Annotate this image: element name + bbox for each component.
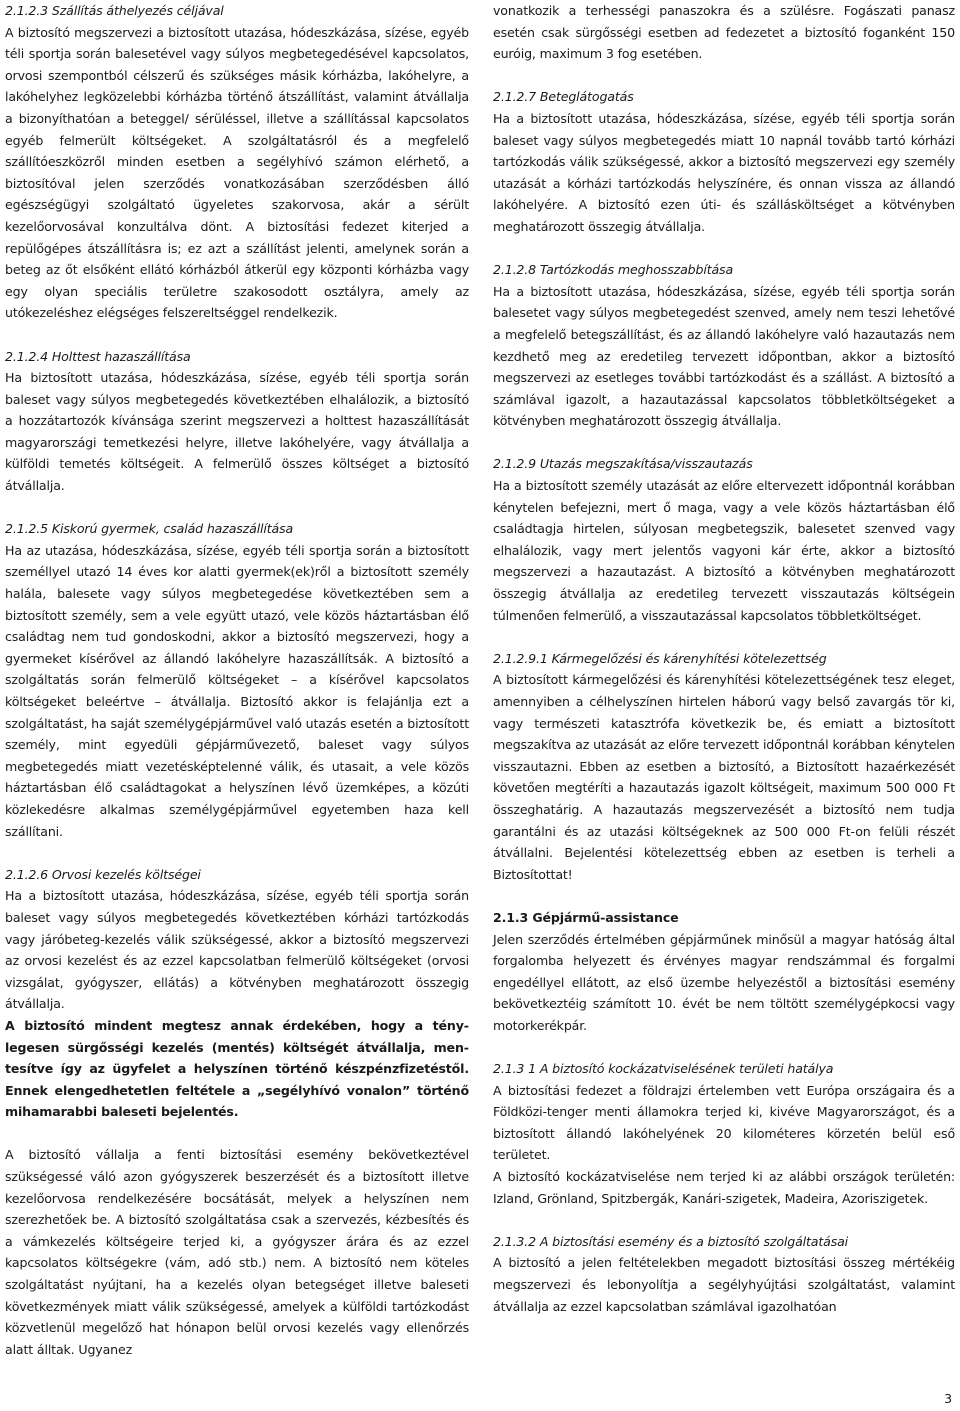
- section-heading-2-1-2-9-1: 2.1.2.9.1 Kármegelőzési és kárenyhítési kötelezettség: [493, 650, 827, 666]
- paragraph-2-1-2-8: Ha a biztosított utazása, hódeszkázása, sízése, egyéb téli sportja során balesetet vagy súlyos megbetegedést szenved, amely nem teszi lehetővé a megfelelő betegszállítást, és az állandó lakóhelyre való hazautazás nem kezdhető meg az eredetileg tervezett időpontban, akkor a biztosító megszervezi az esetleges további tartózkodást és a szállást. A biztosító a számlával igazolt, a hazautazással kapcsolatos többletköltségeket a kötvényben meghatározott összegig átvállalja.: [493, 283, 955, 429]
- right-column: [493, 0, 955, 1317]
- section-heading-2-1-2-6: 2.1.2.6 Orvosi kezelés költségei: [5, 866, 201, 882]
- section-heading-2-1-3-2: 2.1.3.2 A biztosítási esemény és a biztosító szolgáltatásai: [493, 1233, 849, 1249]
- paragraph-2-1-2-7: Ha a biztosított utazása, hódeszkázása, sízése, egyéb téli sportja során baleset vagy súlyos megbetegedés miatt 10 napnál tovább tartó kórházi tartózkodás válik szükségessé, akkor a biztosító megszervezi egy személy utazását a kórházi tartózkodás helyszínére, és onnan vissza az állandó lakóhelyére. A biztosító ezen úti- és szállásköltséget a kötvényben meghatározott összegig átvállalja.: [493, 110, 955, 234]
- paragraph-2-1-3-1-a: A biztosítási fedezet a földrajzi értelemben vett Európa országaira és a Földközi-tenger menti államokra terjed ki, kivéve Magyarországot, és a biztosított állandó lakóhelyének 20 kilométeres körzetén belül eső területet.: [493, 1082, 955, 1163]
- paragraph-2-1-2-9: Ha a biztosított személy utazását az előre eltervezett időpontnál korábban kénytelen befejezni, mert ő maga, vagy a vele közös háztartásban élő családtagja hirtelen, súlyosan megbetegszik, balesetet szenved vagy elhalálozik, vagy mert jelentős vagyoni kár érte, akkor a biztosító megszervezi a hazautazást. A biztosító a kötvényben meghatározott összegig átvállalja az eredetileg tervezett visszautazás költségein túlmenően felmerülő, a visszautazással kapcsolatos többletköltséget.: [493, 478, 955, 623]
- paragraph-continuation: vonatkozik a terhességi panaszokra és a szülésre. Fogászati panasz esetén csak sürgősségi esetben ad fedezetet a biztosító foganként 150 euróig, maximum 3 fog esetében.: [493, 3, 955, 62]
- section-heading-2-1-2-5: 2.1.2.5 Kiskorú gyermek, család hazaszállítása: [5, 521, 294, 537]
- section-heading-2-1-2-3: 2.1.2.3 Szállítás áthelyezés céljával: [5, 3, 224, 18]
- section-heading-2-1-2-8: 2.1.2.8 Tartózkodás meghosszabbítása: [493, 262, 734, 278]
- paragraph-2-1-2-4: Ha biztosított utazása, hódeszkázása, sízése, egyéb téli sportja során baleset vagy súlyos megbetegedés következtében elhalálozik, a biztosító a hozzátartozók kívánsága szerint megszervezi a holttest hazaszállítását magyarországi temetkezési helyre, illetve lakóhelyére, vagy átvállalja a külföldi temetés költségeit. A felmerülő összes költséget a biztosító átvállalja.: [5, 370, 469, 494]
- page-number: 3: [944, 1391, 952, 1406]
- paragraph-2-1-3-2: A biztosító a jelen feltételekben megadott biztosítási összeg mértékéig megszervezi és lebonyolítja a segélyhyújtási szolgáltatást, valamint átvállalja az ezzel kapcsolatban számlával igazolhatóan: [493, 1255, 955, 1314]
- paragraph-2-1-2-6: Ha a biztosított utazása, hódeszkázása, sízése, egyéb téli sportja során baleset vagy súlyos megbetegedés következtében kórházi tartózkodás vagy járóbeteg-kezelés válik szükségessé, akkor a biztosító megszervezi az orvosi kezelést és az ezzel kapcsolatban felmerülő költségeket (orvosi vizsgálat, gyógyszer, ellátás) a kötvényben meghatározott összegig átvállalja.: [5, 888, 469, 1012]
- section-heading-2-1-2-9: 2.1.2.9 Utazás megszakítása/visszautazás: [493, 456, 753, 472]
- paragraph-medicines: A biztosító vállalja a fenti biztosítási esemény bekövetkeztével szükségessé váló azon gyógyszerek beszerzését és a biztosított illetve kezelőorvosa rendelkezésére bocsátását, melyek a helyszínen nem szerezhetőek be. A biztosító szolgáltatása csak a szervezés, kézbesítés és a vámkezelés költségeire terjed ki, a gyógyszer árára és az ezzel kapcsolatos költségekre (vám, adó stb.) nem. A biztosító nem köteles szolgáltatást nyújtani, ha a kezelés olyan betegséget illetve baleseti következmények miatt válik szükségessé, amelyek a külföldi tartózkodást közvetlenül megelőző hat hónapon belül orvosi kezelés vagy ellenőrzés alatt álltak. Ugyanez: [5, 1147, 469, 1357]
- paragraph-2-1-2-9-1: A biztosított kármegelőzési és kárenyhítési kötelezettségének tesz eleget, amennyiben a célhelyszínen hirtelen háború vagy belső zavargás tör ki, vagy természeti katasztrófa következik be, és emiatt a biztosított megszakítva az utazását az előre tervezett időpontnál korábban kénytelen visszautazni. Ebben az esetben a biztosító, a Biztosított hazaérkezését követően megtéríti a hazautazás igazolt költségeit, maximum 500 000 Ft összeghatárig. A hazautazás megszervezését a biztosító nem tudja garantálni és az utazási költségeknek az 500 000 Ft-on felüli részét átvállalni. Bejelentési kötelezettség ebben az esetben is terheli a Biztosítottat!: [493, 672, 955, 882]
- section-heading-2-1-3-1: 2.1.3 1 A biztosító kockázatviselésének területi hatálya: [493, 1061, 834, 1077]
- emergency-notice-bold: A biztosító mindent megtesz annak érdekében, hogy a ténylegesen sürgősségi kezelés (mentés) költségét átvállalja, mentesítve így az ügyfelet a helyszínen történő készpénzfizetéstől. Ennek elengedhetetlen feltétele a „segélyhívó vonalon” történő mihamarabbi baleseti bejelentés.: [5, 1017, 469, 1120]
- section-heading-2-1-3: 2.1.3 Gépjármű-assistance: [493, 909, 679, 925]
- paragraph-2-1-2-5: Ha az utazása, hódeszkázása, sízése, egyéb téli sportja során a biztosított személlyel utazó 14 éves kor alatti gyermek(ek)ről a biztosított személy halála, balesete vagy súlyos megbetegedése következtében sem a biztosított személy, sem a vele együtt utazó, vele közös háztartásban élő családtag nem tud gondoskodni, akkor a biztosító megszervezi, hogy a gyermeket kísérővel az állandó lakóhelyre hazaszállítsák. A biztosító a szolgáltatás során felmerülő költségeket – a kísérővel kapcsolatos költségeket beleértve – átvállalja. Biztosító akkor is felajánlja ezt a szolgáltatást, ha saját személygépjárművel való utazás esetén a biztosított személy, mint egyedüli gépjárművezető, baleset vagy súlyos megbetegedés miatt vezetésképtelenné válik, és utasait, a vele közös háztartásban élő családtagokat a helyszínen lévő üzemképes, a közúti közlekedésre alkalmas személygépjárművel egyetemben haza kell szállítani.: [5, 542, 469, 839]
- paragraph-2-1-2-3: A biztosító megszervezi a biztosított utazása, hódeszkázása, sízése, egyéb téli sportja során balesetével vagy súlyos megbetegedésével kapcsolatos, orvosi szempontból célszerű és szükséges másik kórházba, lakóhelyre, a lakóhelyhez legközelebbi kórházba történő átszállítást, valamint átvállalja a bizonyíthatóan a beteggel/ sérüléssel, illetve a szállítással kapcsolatos egyéb felmerült költségeket. A szolgáltatásról és a megfelelő szállítóeszközről minden esetben a segélyhívó számon elérhető, a biztosítóval jelen szerződés vonatkozásában szerződésben álló egészségügyi szolgáltató ügyeletes szakorvosa, akár a sérült kezelőorvosával konzultálva dönt. A biztosítási fedezet kiterjed a repülőgépes átszállításra is; ez azt a szállítást jelenti, amelynek során a beteg az őt elsőként ellátó kórházból átkerül egy központi kórházba vagy egy olyan speciális területre szakosodott osztályra, amely az utókezeléshez elégséges felszereltséggel rendelkezik.: [5, 24, 469, 321]
- left-column: [5, 0, 469, 1360]
- paragraph-2-1-3: Jelen szerződés értelmében gépjárműnek minősül a magyar hatóság által forgalomba helyezett és érvényes magyar rendszámmal és forgalmi engedéllyel ellátott, az első üzembe helyezéstől a biztosítási esemény bekövetkeztéig számított 10. évét be nem töltött személygépkocsi vagy motorkerékpár.: [493, 931, 955, 1033]
- paragraph-2-1-3-1-b: A biztosító kockázatviselése nem terjed ki az alábbi országok területén: Izland, Grönland, Spitzbergák, Kanári-szigetek, Madeira, Azoriszigetek.: [493, 1169, 955, 1206]
- section-heading-2-1-2-7: 2.1.2.7 Beteglátogatás: [493, 89, 634, 105]
- section-heading-2-1-2-4: 2.1.2.4 Holttest hazaszállítása: [5, 348, 191, 364]
